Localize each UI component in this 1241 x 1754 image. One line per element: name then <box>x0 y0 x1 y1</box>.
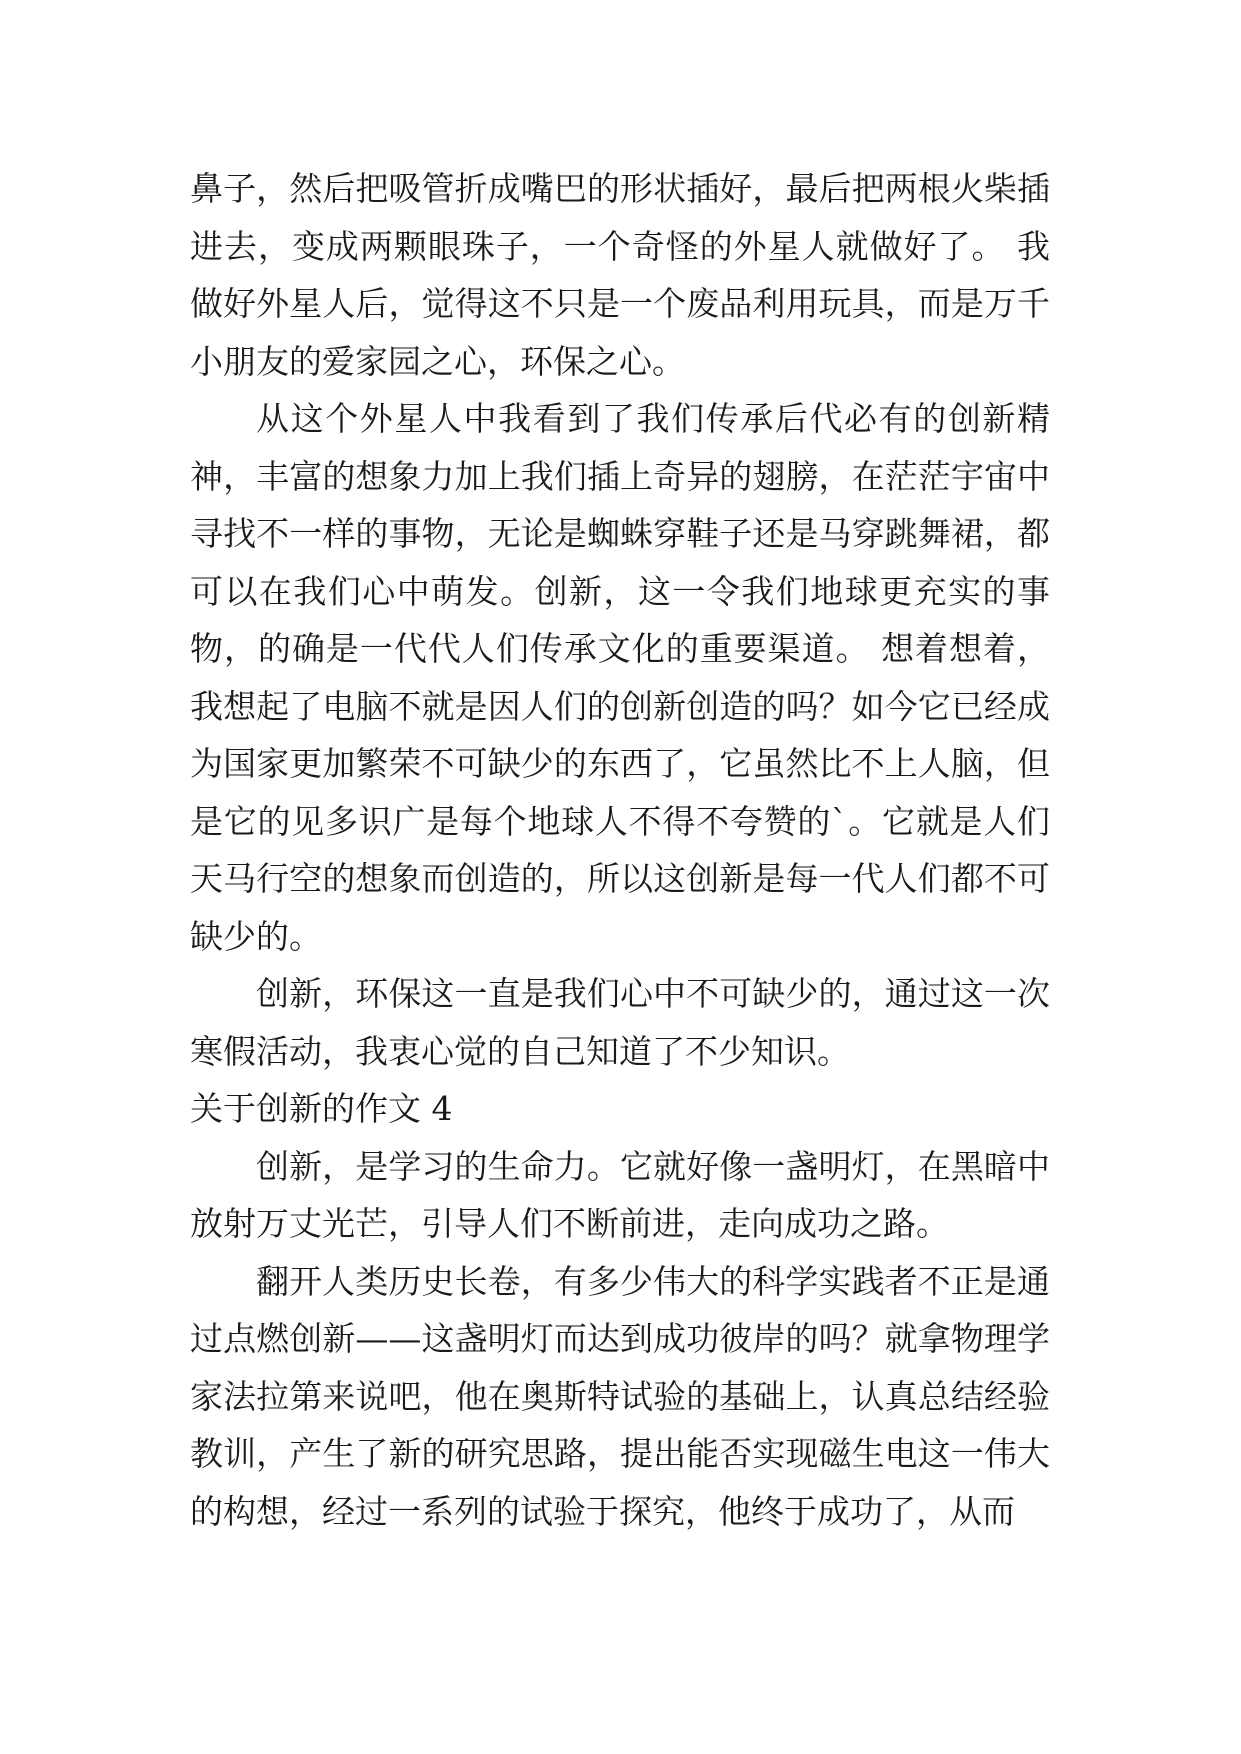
paragraph-alien-innovation: 从这个外星人中我看到了我们传承后代必有的创新精神，丰富的想象力加上我们插上奇异的翅膀，在茫茫宇宙中寻找不一样的事物，无论是蜘蛛穿鞋子还是马穿跳舞裙，都可以在我们心中萌发。创新，这一令我们地球更充实的事物，的确是一代代人们传承文化的重要渠道。 想着想着，我想起了电脑不就是因人们的创新创造的吗？如今它已经成为国家更加繁荣不可缺少的东西了，它虽然比不上人脑，但是它的见多识广是每个地球人不得不夸赞的`。它就是人们天马行空的想象而创造的，所以这创新是每一代人们都不可缺少的。 <box>190 399 1050 956</box>
document-body <box>190 160 1050 1540</box>
section-heading: 关于创新的作文 4 <box>190 1089 453 1128</box>
paragraph-innovation-vitality: 创新，是学习的生命力。它就好像一盏明灯，在黑暗中放射万丈光芒，引导人们不断前进，走向成功之路。 <box>190 1146 1050 1243</box>
paragraph-faraday: 翻开人类历史长卷，有多少伟大的科学实践者不正是通过点燃创新——这盏明灯而达到成功彼岸的吗？就拿物理学家法拉第来说吧，他在奥斯特试验的基础上，认真总结经验教训，产生了新的研究思路，提出能否实现磁生电这一伟大的构想，经过一系列的试验于探究，他终于成功了，从而 <box>190 1261 1050 1531</box>
paragraph-winter-activity: 创新，环保这一直是我们心中不可缺少的，通过这一次寒假活动，我衷心觉的自己知道了不少知识。 <box>190 974 1050 1071</box>
paragraph-continuation: 鼻子，然后把吸管折成嘴巴的形状插好，最后把两根火柴插进去，变成两颗眼珠子，一个奇怪的外星人就做好了。 我做好外星人后，觉得这不只是一个废品利用玩具，而是万千小朋友的爱家园之心，环保之心。 <box>190 169 1050 381</box>
